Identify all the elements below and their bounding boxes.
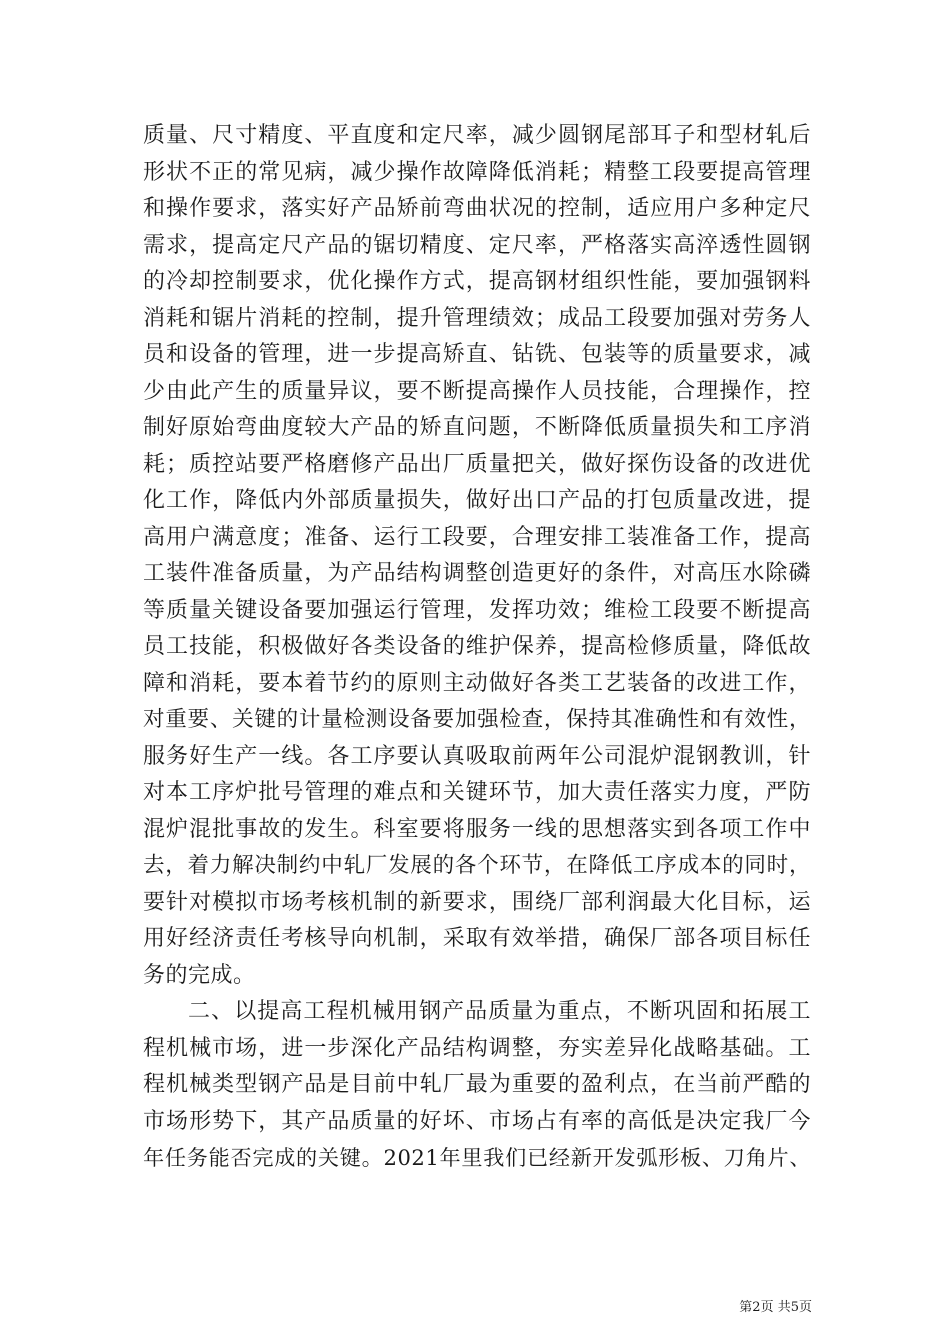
text-line: 要针对模拟市场考核机制的新要求，围绕厂部利润最大化目标，运: [143, 889, 811, 915]
text-line: 形状不正的常见病，减少操作故障降低消耗；精整工段要提高管理: [143, 159, 811, 185]
footer-middle: 页 共: [760, 1300, 791, 1315]
text-line: 对本工序炉批号管理的难点和关键环节，加大责任落实力度，严防: [143, 780, 811, 805]
text-line: 耗；质控站要严格磨修产品出厂质量把关，做好探伤设备的改进优: [143, 451, 811, 477]
text-line: 服务好生产一线。各工序要认真吸取前两年公司混炉混钢教训，针: [143, 743, 811, 769]
text-line: 务的完成。: [143, 962, 256, 988]
text-line: 的冷却控制要求，优化操作方式，提高钢材组织性能，要加强钢料: [143, 269, 811, 294]
text-line: 制好原始弯曲度较大产品的矫直问题，不断降低质量损失和工序消: [143, 415, 811, 440]
text-line: 对重要、关键的计量检测设备要加强检查，保持其准确性和有效性，: [143, 707, 811, 732]
text-line: 需求，提高定尺产品的锯切精度、定尺率，严格落实高淬透性圆钢: [143, 232, 811, 258]
text-line: 化工作，降低内外部质量损失，做好出口产品的打包质量改进，提: [143, 488, 811, 513]
text-line: 去，着力解决制约中轧厂发展的各个环节，在降低工序成本的同时，: [143, 853, 811, 878]
text-line: 市场形势下，其产品质量的好坏、市场占有率的高低是决定我厂今: [143, 1108, 811, 1134]
text-line: 二、以提高工程机械用钢产品质量为重点，不断巩固和拓展工: [188, 999, 811, 1024]
body-text: [143, 118, 811, 1177]
text-line: 质量、尺寸精度、平直度和定尺率，减少圆钢尾部耳子和型材轧后: [143, 123, 811, 148]
text-line: 工装件准备质量，为产品结构调整创造更好的条件，对高压水除磷: [143, 561, 811, 586]
page-number-footer: [690, 1300, 812, 1316]
text-line: 程机械市场，进一步深化产品结构调整，夯实差异化战略基础。工: [143, 1035, 811, 1061]
footer-prefix: 第: [739, 1300, 753, 1315]
text-line: 员和设备的管理，进一步提高矫直、钻铣、包装等的质量要求，减: [143, 342, 811, 367]
text-line: 消耗和锯片消耗的控制，提升管理绩效；成品工段要加强对劳务人: [143, 305, 811, 331]
text-line: 混炉混批事故的发生。科室要将服务一线的思想落实到各项工作中: [143, 816, 811, 842]
text-line: 员工技能，积极做好各类设备的维护保养，提高检修质量，降低故: [143, 634, 811, 659]
paragraph-1: [143, 118, 811, 994]
text-line: 等质量关键设备要加强运行管理，发挥功效；维检工段要不断提高: [143, 597, 811, 623]
footer-suffix: 页: [798, 1300, 812, 1315]
current-page-number: 2: [752, 1300, 761, 1315]
text-line: 程机械类型钢产品是目前中轧厂最为重要的盈利点，在当前严酷的: [143, 1072, 811, 1097]
text-line: 少由此产生的质量异议，要不断提高操作人员技能，合理操作，控: [143, 378, 811, 404]
text-line: 障和消耗，要本着节约的原则主动做好各类工艺装备的改进工作，: [143, 670, 811, 696]
text-line: 用好经济责任考核导向机制，采取有效举措，确保厂部各项目标任: [143, 926, 811, 951]
text-line: 和操作要求，落实好产品矫前弯曲状况的控制，适应用户多种定尺: [143, 196, 811, 221]
text-line: 年任务能否完成的关键。2021年里我们已经新开发弧形板、刀角片、: [143, 1145, 811, 1170]
total-page-number: 5: [790, 1300, 799, 1315]
text-line: 高用户满意度；准备、运行工段要，合理安排工装准备工作，提高: [143, 524, 811, 550]
paragraph-2: [143, 994, 811, 1177]
